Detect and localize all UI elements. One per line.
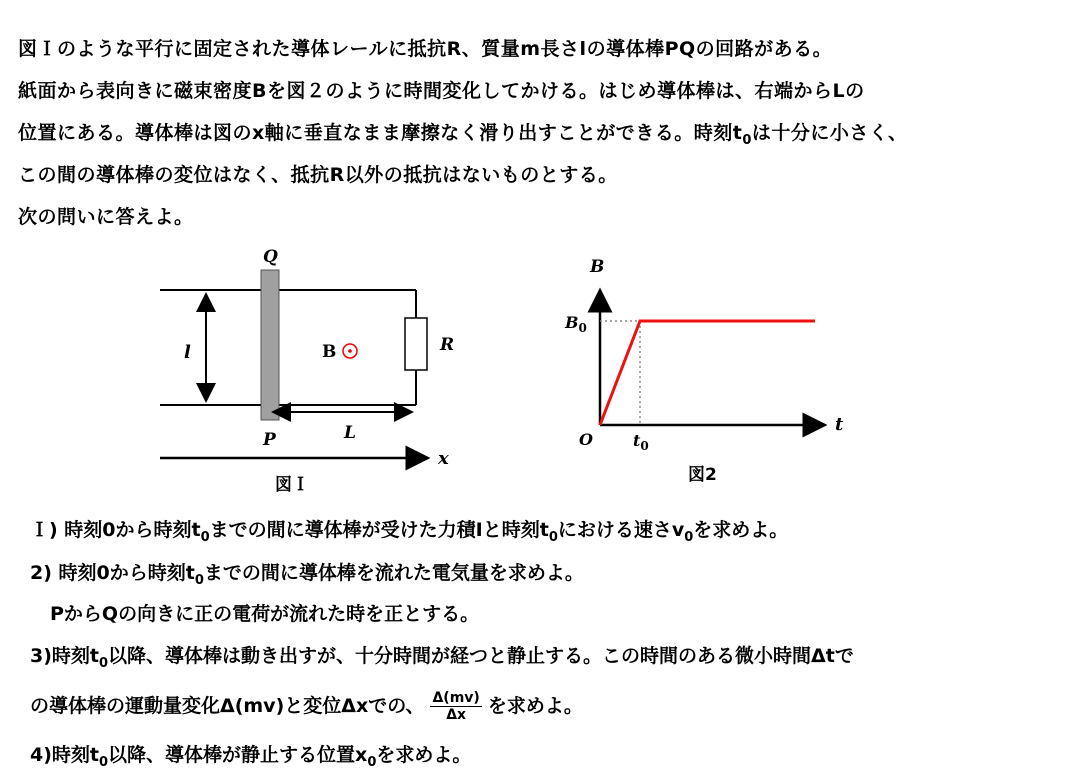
question-2: 2) 時刻0から時刻$t_0$までの間に導体棒を流れた電気量を求めよ。: [30, 562, 584, 588]
fraction-dmv-dx: $\frac{\Delta(mv)}{\Delta x}$: [432, 690, 480, 723]
b-series-line: [600, 321, 815, 425]
label-L: L: [344, 423, 356, 443]
figure-1-circuit: [150, 240, 470, 495]
label-Q: Q: [263, 247, 278, 267]
question-3-continued: の導体棒の運動量変化Δ(mv)と変位Δxでの、 $\frac{\Delta(mv)}{\Delta x}$ を求めよ。: [30, 690, 583, 723]
question-3: 3)時刻$t_0$以降、導体棒は動き出すが、十分時間が経つと静止する。この時間のある微小時間Δtで: [30, 645, 854, 671]
label-x: x: [438, 448, 449, 469]
intro-line-2: 紙面から表向きに磁束密度Bを図２のように時間変化してかける。はじめ導体棒は、右端からLの: [18, 80, 865, 102]
origin-label-O: O: [579, 430, 593, 449]
label-P: P: [263, 430, 276, 450]
tick-label-B0: $B_0$: [565, 313, 587, 335]
tick-label-t0: $t_0$: [633, 431, 649, 453]
b-field-dot-icon: [348, 349, 352, 353]
axis-label-t: t: [835, 414, 844, 435]
resistor: [405, 318, 427, 370]
label-R: R: [440, 335, 455, 355]
intro-line-1: 図Ｉのような平行に固定された導体レールに抵抗R、質量m長さlの導体棒PQの回路がある。: [18, 38, 833, 60]
intro-line-5: 次の問いに答えよ。: [18, 206, 194, 228]
question-1: Ｉ) 時刻0から時刻$t_0$までの間に導体棒が受けた力積Iと時刻$t_0$における速さ$v_0$を求めよ。: [30, 519, 789, 545]
figure-1-caption: 図Ｉ: [275, 475, 309, 495]
intro-line-4: この間の導体棒の変位はなく、抵抗R以外の抵抗はないものとする。: [18, 164, 618, 186]
question-2-note: PからQの向きに正の電荷が流れた時を正とする。: [50, 603, 480, 625]
figure-2-caption: 図2: [688, 465, 717, 485]
label-B-field: B: [322, 342, 337, 362]
figure-2-graph: [555, 250, 855, 460]
axis-label-B: B: [590, 257, 605, 277]
question-4: 4)時刻$t_0$以降、導体棒が静止する位置$x_0$を求めよ。: [30, 744, 472, 770]
conductor-rod-PQ: [261, 270, 279, 420]
intro-line-3: 位置にある。導体棒は図のx軸に垂直なまま摩擦なく滑り出すことができる。時刻$t_0$は十分に小さく、: [18, 122, 908, 148]
label-l: l: [184, 342, 191, 363]
